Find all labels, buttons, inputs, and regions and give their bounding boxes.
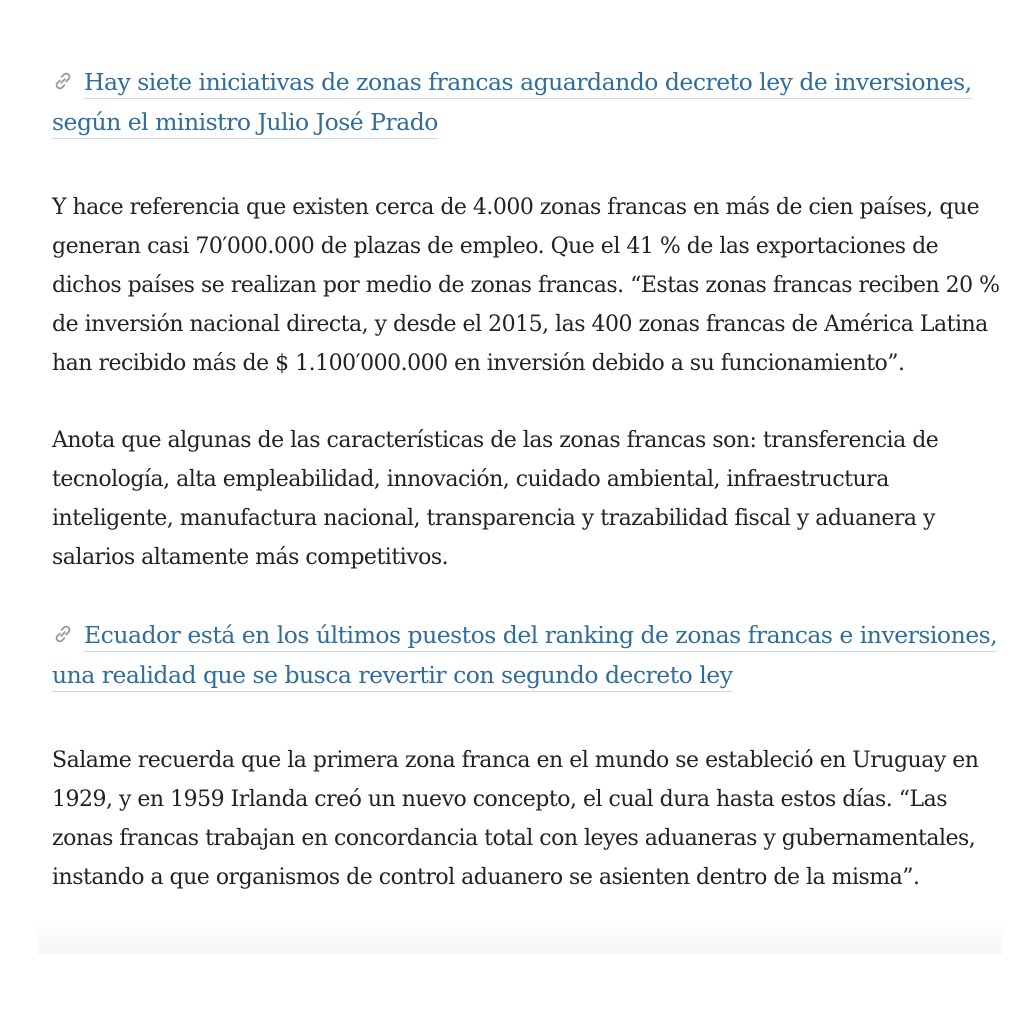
related-article-2 bbox=[52, 615, 1012, 695]
related-article-2-link[interactable]: Ecuador está en los últimos puestos del ranking de zonas francas e inversiones, una realidad que se busca revertir con segundo decreto ley bbox=[52, 621, 997, 692]
paragraph-1: Y hace referencia que existen cerca de 4.000 zonas francas en más de cien países, que generan casi 70′000.000 de plazas de empleo. Que el 41 % de las exportaciones de dichos países se realizan por medio de zonas francas. “Estas zonas francas reciben 20 % de inversión nacional directa, y desde el 2015, las 400 zonas francas de América Latina han recibido más de $ 1.100′000.000 en inversión debido a su funcionamiento”. bbox=[52, 195, 1000, 376]
paragraph-2: Anota que algunas de las características de las zonas francas son: transferencia de tecnología, alta empleabilidad, innovación, cuidado ambiental, infraestructura inteligente, manufactura nacional, transparencia y trazabilidad fiscal y aduanera y salarios altamente más competitivos. bbox=[52, 428, 939, 570]
link-icon bbox=[52, 623, 74, 645]
paragraph-3: Salame recuerda que la primera zona franca en el mundo se estableció en Uruguay en 1929, y en 1959 Irlanda creó un nuevo concepto, el cual dura hasta estos días. “Las zonas francas trabajan en concordancia total con leyes aduaneras y gubernamentales, instando a que organismos de control aduanero se asienten dentro de la misma”. bbox=[52, 748, 979, 890]
link-icon bbox=[52, 70, 74, 92]
related-article-1 bbox=[52, 62, 1012, 142]
related-article-1-link[interactable]: Hay siete iniciativas de zonas francas aguardando decreto ley de inversiones, según el ministro Julio José Prado bbox=[52, 68, 972, 139]
article-body bbox=[52, 62, 1012, 935]
